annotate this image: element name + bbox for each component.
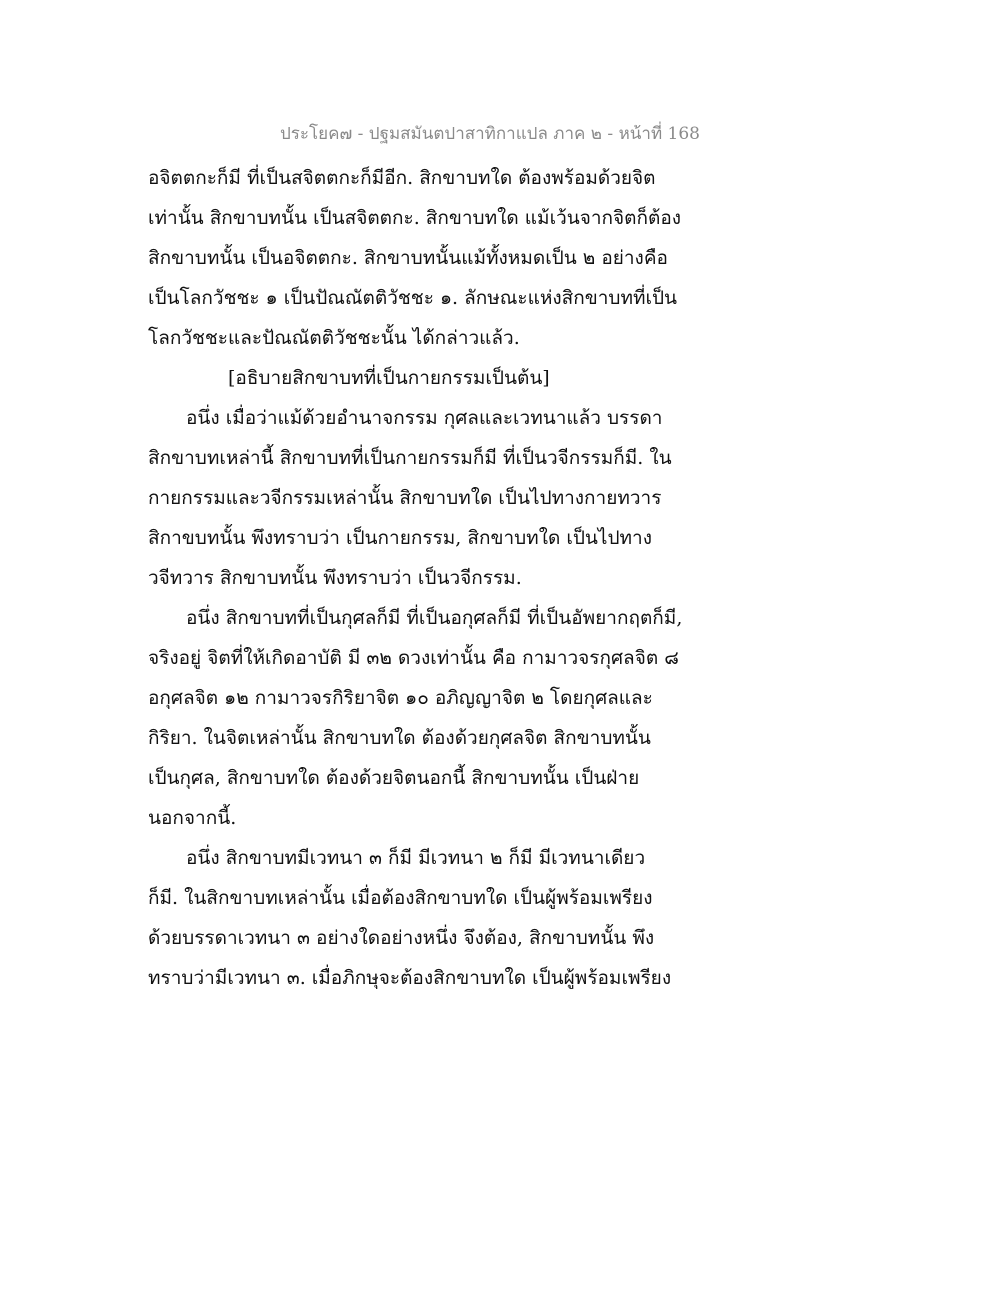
running-header: ประโยค๗ - ปฐมสมันตปาสาทิกาแปล ภาค ๒ - หน้าที่ 168 bbox=[279, 124, 700, 144]
body-text bbox=[148, 158, 708, 998]
text-line: สิกาขบทนั้น พึงทราบว่า เป็นกายกรรม, สิกขาบทใด เป็นไปทาง bbox=[148, 527, 652, 549]
text-line: นอกจากนี้. bbox=[148, 807, 237, 829]
text-line: เป็นกุศล, สิกขาบทใด ต้องด้วยจิตนอกนี้ สิกขาบทนั้น เป็นฝ่าย bbox=[148, 767, 640, 789]
text-line: สิกขาบทเหล่านี้ สิกขาบทที่เป็นกายกรรมก็มี ที่เป็นวจีกรรมก็มี. ใน bbox=[148, 447, 672, 469]
text-line: ทราบว่ามีเวทนา ๓. เมื่อภิกษุจะต้องสิกขาบทใด เป็นผู้พร้อมเพรียง bbox=[148, 967, 672, 989]
paragraph-start-line: อนึ่ง สิกขาบทมีเวทนา ๓ ก็มี มีเวทนา ๒ ก็มี มีเวทนาเดียว bbox=[186, 847, 646, 869]
section-heading: [อธิบายสิกขาบทที่เป็นกายกรรมเป็นต้น] bbox=[228, 367, 550, 389]
text-line: โลกวัชชะและปัณณัตติวัชชะนั้น ได้กล่าวแล้ว. bbox=[148, 327, 520, 349]
text-line: อจิตตกะก็มี ที่เป็นสจิตตกะก็มีอีก. สิกขาบทใด ต้องพร้อมด้วยจิต bbox=[148, 167, 656, 189]
text-line: กิริยา. ในจิตเหล่านั้น สิกขาบทใด ต้องด้วยกุศลจิต สิกขาบทนั้น bbox=[148, 727, 651, 749]
text-line: จริงอยู่ จิตที่ให้เกิดอาบัติ มี ๓๒ ดวงเท่านั้น คือ กามาวจรกุศลจิต ๘ bbox=[148, 647, 679, 669]
paragraph-start-line: อนึ่ง สิกขาบทที่เป็นกุศลก็มี ที่เป็นอกุศลก็มี ที่เป็นอัพยากฤตก็มี, bbox=[186, 607, 683, 629]
text-line: ก็มี. ในสิกขาบทเหล่านั้น เมื่อต้องสิกขาบทใด เป็นผู้พร้อมเพรียง bbox=[148, 887, 653, 909]
text-line: ด้วยบรรดาเวทนา ๓ อย่างใดอย่างหนึ่ง จึงต้อง, สิกขาบทนั้น พึง bbox=[148, 927, 655, 949]
paragraph-start-line: อนึ่ง เมื่อว่าแม้ด้วยอำนาจกรรม กุศลและเวทนาแล้ว บรรดา bbox=[186, 407, 663, 429]
text-line: เท่านั้น สิกขาบทนั้น เป็นสจิตตกะ. สิกขาบทใด แม้เว้นจากจิตก็ต้อง bbox=[148, 207, 682, 229]
text-line: เป็นโลกวัชชะ ๑ เป็นปัณณัตติวัชชะ ๑. ลักษณะแห่งสิกขาบทที่เป็น bbox=[148, 287, 678, 309]
text-line: อกุศลจิต ๑๒ กามาวจรกิริยาจิต ๑๐ อภิญญาจิต ๒ โดยกุศลและ bbox=[148, 687, 653, 709]
text-line: วจีทวาร สิกขาบทนั้น พึงทราบว่า เป็นวจีกรรม. bbox=[148, 567, 522, 589]
text-line: สิกขาบทนั้น เป็นอจิตตกะ. สิกขาบทนั้นแม้ทั้งหมดเป็น ๒ อย่างคือ bbox=[148, 247, 668, 269]
text-line: กายกรรมและวจีกรรมเหล่านั้น สิกขาบทใด เป็นไปทางกายทวาร bbox=[148, 487, 662, 509]
